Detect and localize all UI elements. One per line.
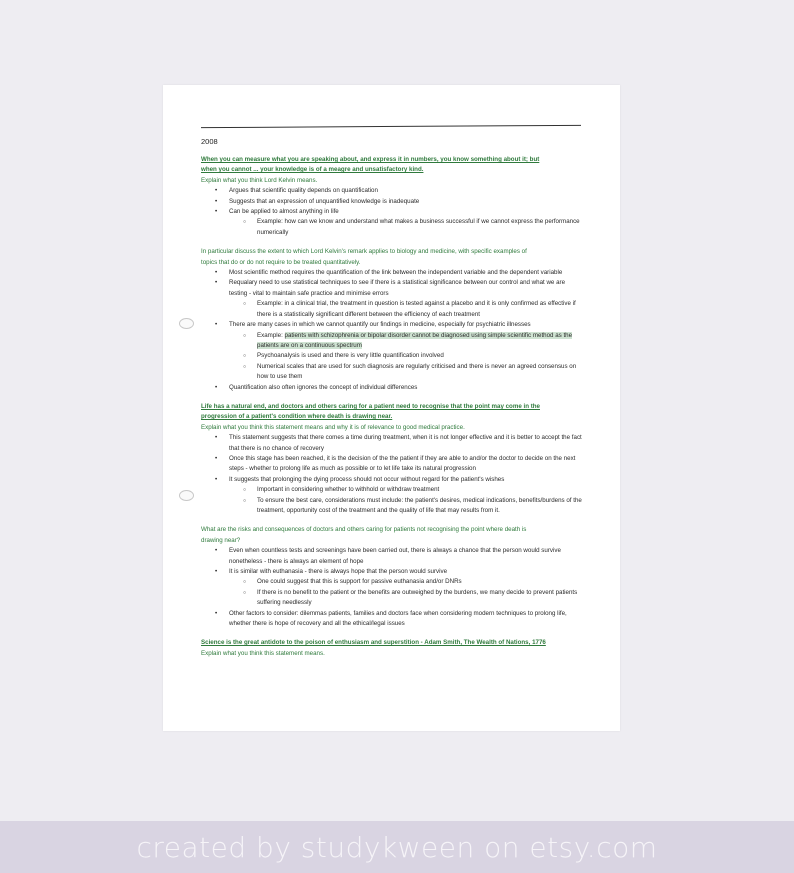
list-item: • There are many cases in which we cannot quantify our findings in medicine, especially for psychiatric illnesses [201, 320, 583, 330]
notes-content [201, 155, 583, 659]
title-line: progression of a patient's condition where death is drawing near. [201, 413, 393, 421]
title-line: What are the risks and consequences of doctors and others caring for patients not recognising the point where death is [201, 526, 527, 534]
question-prompt: Explain what you think Lord Kelvin means. [201, 176, 318, 184]
sub-list-item: ○ To ensure the best care, considerations must include: the patient's desires, medical indications, benefits/burdens of the treatment, opportunity cost of the treatment and the quality of life that may results from it. [201, 496, 583, 517]
section-risks [201, 525, 583, 629]
page-year: 2008 [201, 137, 218, 146]
answer-list [201, 268, 583, 393]
sub-list-item: ○ If there is no benefit to the patient or the benefits are outweighed by the burdens, we many decide to prevent patients suffering needlessly [201, 588, 583, 609]
answer-list [201, 546, 583, 629]
sub-list-item: ○ Example: in a clinical trial, the treatment in question is tested against a placebo and it is only confirmed as effective if there is a statistically significant different between the efficiency of each treatment [201, 299, 583, 320]
section-biology-medicine [201, 247, 583, 393]
list-item: • It suggests that prolonging the dying process should not occur without regard for the patient's wishes [201, 475, 583, 485]
list-item: • Suggests that an expression of unquantified knowledge is inadequate [201, 197, 583, 207]
answer-list [201, 186, 583, 238]
sub-list-item: ○ Numerical scales that are used for such diagnosis are regularly criticised and there is never an agreed consensus on how to use them [201, 362, 583, 383]
header-rule [201, 125, 581, 128]
sub-list-item [201, 331, 583, 352]
title-line: Life has a natural end, and doctors and others caring for a patient need to recognise that the point may come in the [201, 402, 540, 410]
sub-list-item: ○ Important in considering whether to withhold or withdraw treatment [201, 485, 583, 495]
question-title: Science is the great antidote to the poison of enthusiasm and superstition - Adam Smith, The Wealth of Nations, 1776 [201, 639, 546, 647]
section-adam-smith [201, 638, 583, 659]
document-page [163, 85, 620, 731]
answer-list [201, 433, 583, 516]
question-prompt: Explain what you think this statement means and why it is of relevance to good medical practice. [201, 423, 465, 431]
list-item: • Most scientific method requires the quantification of the link between the independent variable and the dependent variable [201, 268, 583, 278]
sub-list-item: ○ Psychoanalysis is used and there is very little quantification involved [201, 351, 583, 361]
question-title [201, 247, 583, 268]
title-line: When you can measure what you are speaking about, and express it in numbers, you know something about it; but [201, 156, 540, 163]
section-natural-end [201, 402, 583, 516]
highlighted-text: patients with schizophrenia or bipolar disorder cannot be diagnosed using simple scientific method as the patients are on a continuous spectrum [257, 331, 573, 349]
watermark-banner [0, 821, 794, 873]
question-title [201, 155, 583, 176]
punch-hole [179, 318, 194, 329]
list-item: • Requalary need to use statistical techniques to see if there is a statistical significance between our control and what we are testing - vital to maintain safe practice and minimise errors [201, 278, 583, 299]
list-item: • This statement suggests that there comes a time during treatment, when it is not longer effective and it is better to accept the fact that there is no chance of recovery [201, 433, 583, 454]
title-line: In particular discuss the extent to which Lord Kelvin's remark applies to biology and medicine, with specific examples of [201, 248, 527, 256]
example-prefix: Example: [257, 331, 285, 339]
title-line: when you cannot ... your knowledge is of a meagre and unsatisfactory kind. [201, 166, 424, 174]
sub-list-item: ○ One could suggest that this is support for passive euthanasia and/or DNRs [201, 577, 583, 587]
question-prompt: Explain what you think this statement means. [201, 649, 325, 657]
title-line: drawing near? [201, 536, 241, 544]
list-item: • Once this stage has been reached, it is the decision of the the patient if they are able to and/or the doctor to decide on the next steps - whether to prolong life as much as possible or to let life take its natural progression [201, 454, 583, 475]
list-item: • Even when countless tests and screenings have been carried out, there is always a chance that the person would survive nonetheless - there is always an element of hope [201, 546, 583, 567]
section-kelvin-quote [201, 155, 583, 238]
question-title [201, 525, 583, 546]
list-item: • Other factors to consider: dilemmas patients, families and doctors face when considering modern techniques to prolong life, whether there is hope of recovery and all the ethical/legal issues [201, 609, 583, 630]
title-line: topics that do or do not require to be treated quantitatively. [201, 258, 361, 266]
list-item: • Quantification also often ignores the concept of individual differences [201, 383, 583, 393]
question-title [201, 402, 583, 423]
sub-list-item: ○ Example: how can we know and understand what makes a business successful if we cannot express the performance numerically [201, 217, 583, 238]
list-item: • Can be applied to almost anything in life [201, 207, 583, 217]
punch-hole [179, 490, 194, 501]
list-item: • Argues that scientific quality depends on quantification [201, 186, 583, 196]
list-item: • It is similar with euthanasia - there is always hope that the person would survive [201, 567, 583, 577]
banner-text: created by studykween on etsy.com [136, 830, 658, 864]
